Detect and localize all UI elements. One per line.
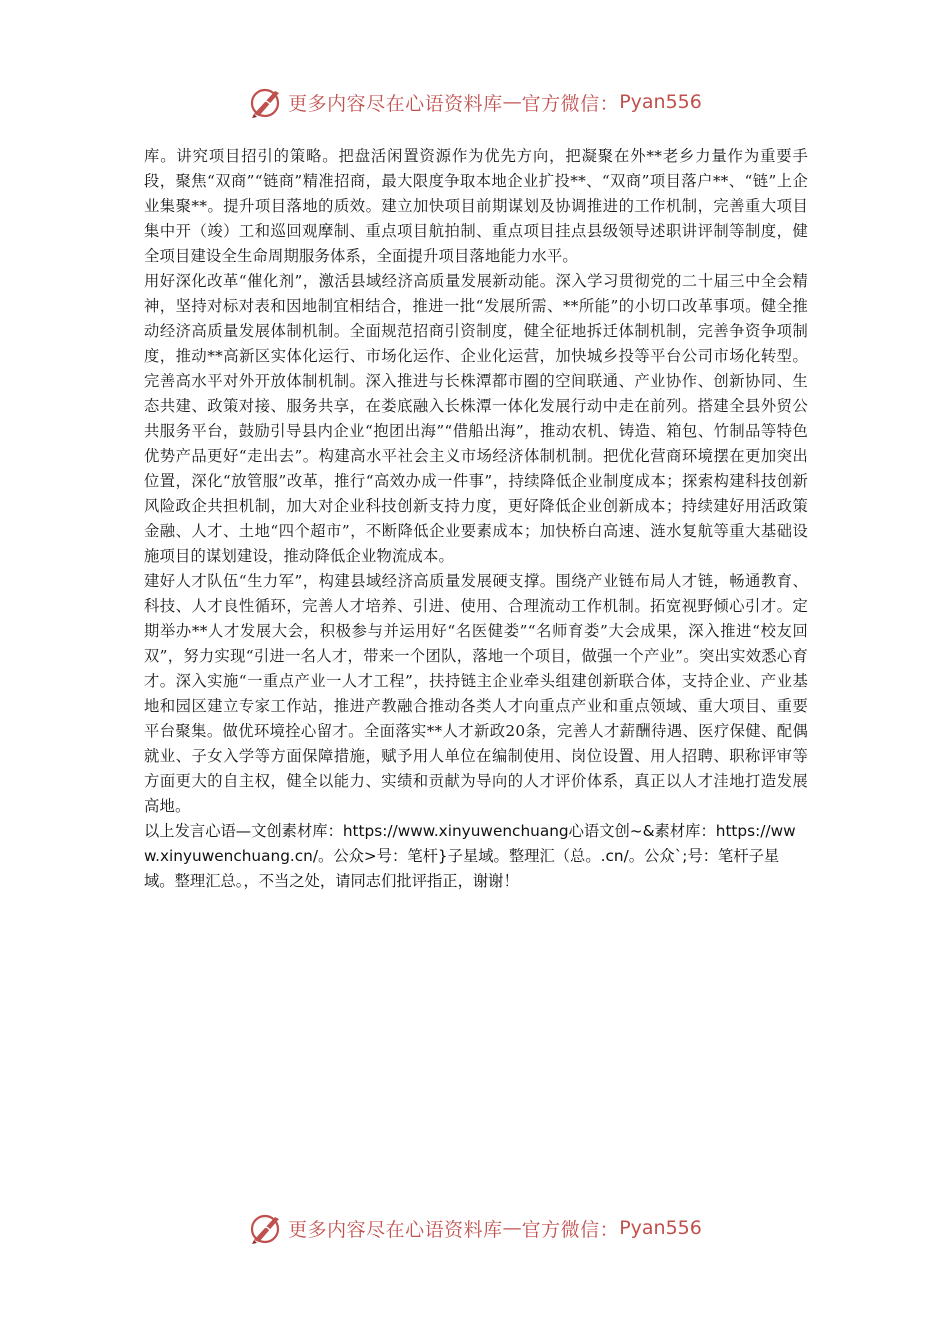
paragraph-2: 用好深化改革“催化剂”，激活县域经济高质量发展新动能。深入学习贯彻党的二十届三中全会精神，坚持对标对表和因地制宜相结合，推进一批“发展所需、**所能”的小切口改革事项。健全推动经济高质量发展体制机制。全面规范招商引资制度，健全征地拆迁体制机制，完善争资争项制度，推动**高新区实体化运行、市场化运作、企业化运营，加快城乡投等平台公司市场化转型。完善高水平对外开放体制机制。深入推进与长株潭都市圈的空间联通、产业协作、创新协同、生态共建、政策对接、服务共享，在娄底融入长株潭一体化发展行动中走在前列。搭建全县外贸公共服务平台，鼓励引导县内企业“抱团出海”“借船出海”，推动农机、铸造、箱包、竹制品等特色优势产品更好“走出去”。构建高水平社会主义市场经济体制机制。把优化营商环境摆在更加突出位置，深化“放管服”改革，推行“高效办成一件事”，持续降低企业制度成本；探索构建科技创新风险政企共担机制，加大对企业科技创新支持力度，更好降低企业创新成本；持续建好用活政策金融、人才、土地“四个超市”，不断降低企业要素成本；加快桥白高速、涟水复航等重大基础设施项目的谋划建设，推动降低企业物流成本。: [144, 272, 808, 565]
paragraph-1: 库。讲究项目招引的策略。把盘活闲置资源作为优先方向，把凝聚在外**老乡力量作为重要手段，聚焦“双商”“链商”精准招商，最大限度争取本地企业扩投**、“双商”项目落户**、“链”上企业集聚**。提升项目落地的质效。建立加快项目前期谋划及协调推进的工作机制，完善重大项目集中开（竣）工和巡回观摩制、重点项目航拍制、重点项目挂点县级领导述职讲评制等制度，健全项目建设全生命周期服务体系，全面提升项目落地能力水平。: [144, 147, 808, 265]
header-banner: [0, 82, 950, 122]
footer-banner-separator: —: [502, 1217, 522, 1239]
header-wechat-id: Pyan556: [619, 91, 702, 113]
footer-banner: [0, 1208, 950, 1248]
pen-logo-icon: [248, 84, 284, 120]
header-banner-separator: —: [502, 91, 522, 113]
closing-note: 以上发言心语—文创素材库：https://www.xinyuwenchuang心语文创~&素材库：https://www.xinyuwenchuang.cn/。公众>号：笔杆}子星域。整理汇（总。.cn/。公众`;号：笔杆子星域。整理汇总。，不当之处，请同志们批评指正，谢谢！: [144, 822, 796, 890]
footer-wechat-id: Pyan556: [619, 1217, 702, 1239]
pen-logo-icon: [248, 1210, 284, 1246]
header-wechat-label: 官方微信：: [521, 92, 620, 115]
document-body: [144, 144, 808, 894]
header-banner-text: 更多内容尽在心语资料库: [288, 92, 503, 115]
footer-banner-text: 更多内容尽在心语资料库: [288, 1218, 503, 1241]
footer-wechat-label: 官方微信：: [521, 1218, 620, 1241]
paragraph-3: 建好人才队伍“生力军”，构建县域经济高质量发展硬支撑。围绕产业链布局人才链，畅通教育、科技、人才良性循环，完善人才培养、引进、使用、合理流动工作机制。拓宽视野倾心引才。定期举办**人才发展大会，积极参与并运用好“名医健娄”“名师育娄”大会成果，深入推进“校友回双”，努力实现“引进一名人才，带来一个团队，落地一个项目，做强一个产业”。突出实效悉心育才。深入实施“一重点产业一人才工程”，扶持链主企业牵头组建创新联合体，支持企业、产业基地和园区建立专家工作站，推进产教融合推动各类人才向重点产业和重点领域、重大项目、重要平台聚集。做优环境拴心留才。全面落实**人才新政20条，完善人才薪酬待遇、医疗保健、配偶就业、子女入学等方面保障措施，赋予用人单位在编制使用、岗位设置、用人招聘、职称评审等方面更大的自主权，健全以能力、实绩和贡献为导向的人才评价体系，真正以人才洼地打造发展高地。: [144, 572, 808, 815]
